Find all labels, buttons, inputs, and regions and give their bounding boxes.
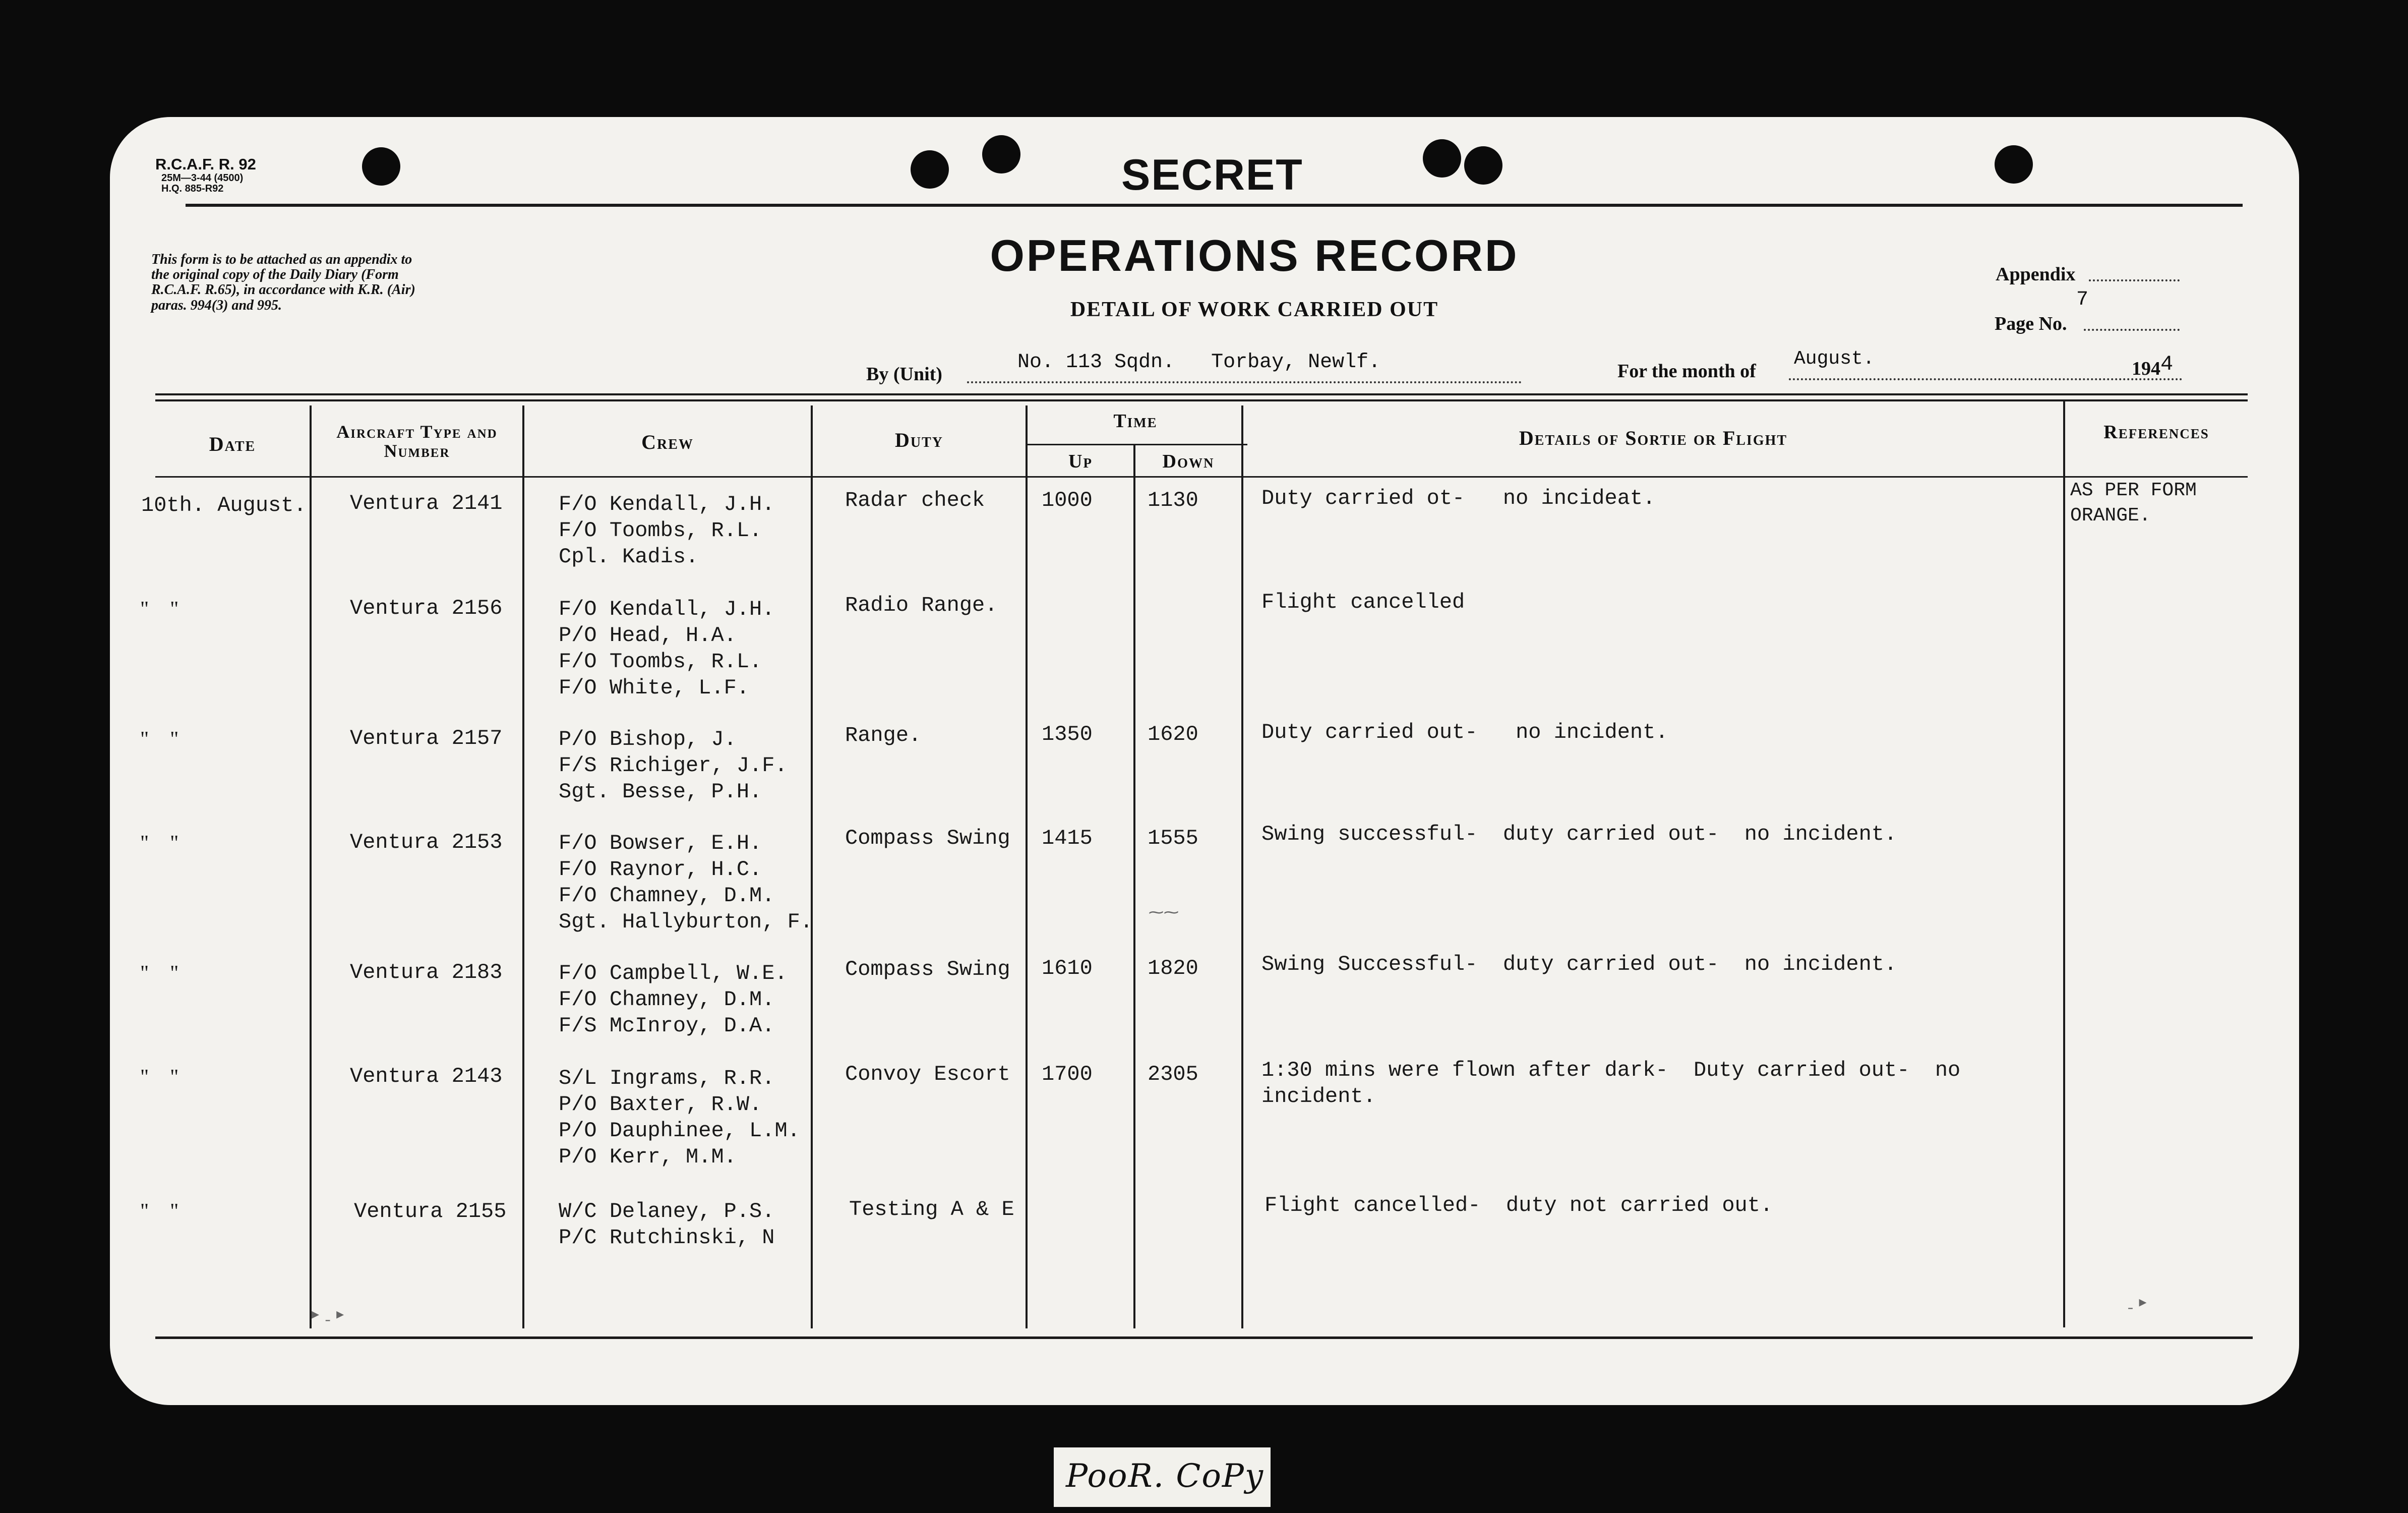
time-up-cell: 1700 [1042,1062,1093,1086]
details-cell: Swing successful- duty carried out- no incident. [1261,822,1897,846]
reference-cell: AS PER FORM ORANGE. [2070,480,2197,527]
punch-hole [1464,146,1502,185]
aircraft-cell: Ventura 2141 [350,491,503,515]
header-bottom-rule [155,476,2248,478]
date-ditto-cell: " " [140,598,179,621]
date-ditto-cell: " " [140,728,179,751]
column-header-up: Up [1068,451,1093,472]
page-title: OPERATIONS RECORD [990,230,1519,280]
column-header-date: Date [209,433,256,455]
month-value: August. [1794,348,1875,370]
year-digit: 4 [2160,352,2174,376]
classification-label: SECRET [1121,151,1303,199]
crew-cell: F/O Bowser, E.H. F/O Raynor, H.C. F/O Chamney, D.M. Sgt. Hallyburton, F. [559,831,813,934]
poor-copy-text: PooR. CoPy [1066,1458,1265,1495]
details-cell: Duty carried out- no incident. [1261,720,1668,744]
unit-value: No. 113 Sqdn. Torbay, Newlf. [1017,351,1381,374]
date-ditto-cell: " " [140,1066,179,1089]
duty-cell: Compass Swing [845,957,1010,981]
table-bottom-rule [155,1336,2253,1339]
month-label: For the month of [1617,361,1756,382]
duty-cell: Radio Range. [845,593,998,617]
form-identifier [155,156,256,194]
date-ditto-cell: " " [140,832,179,855]
aircraft-cell: Ventura 2153 [350,830,503,854]
time-up-cell: 1350 [1042,722,1093,746]
page-subtitle: DETAIL OF WORK CARRIED OUT [1070,298,1439,321]
time-up-cell: 1610 [1042,956,1093,980]
punch-hole [1423,139,1461,178]
column-divider [522,405,524,1328]
year-prefix: 194 [2132,358,2160,379]
column-header-aircraft: Aircraft Type and Number [336,422,498,461]
poor-copy-stamp [1054,1447,1271,1507]
operations-record-card [110,117,2299,1405]
column-divider [310,405,312,1328]
appendix-value: 7 [2076,288,2089,311]
crew-cell: P/O Bishop, J. F/S Richiger, J.F. Sgt. Besse, P.H. [559,727,788,804]
crew-cell: F/O Campbell, W.E. F/O Chamney, D.M. F/S McInroy, D.A. [559,961,788,1038]
date-ditto-cell: " " [140,962,179,985]
unit-field-line [967,381,1522,383]
page-number-label: Page No. [1995,313,2067,334]
duty-cell: Radar check [845,488,985,512]
smudge-mark: ▸ ˍ ▸ [312,1305,344,1323]
year-value [2132,352,2174,381]
unit-label: By (Unit) [866,364,942,385]
column-divider [2063,399,2065,1327]
details-cell: 1:30 mins were flown after dark- Duty carried out- no incident. [1261,1058,1961,1109]
details-cell: Flight cancelled- duty not carried out. [1265,1193,1773,1217]
column-header-references: References [2103,422,2209,443]
appendix-label: Appendix [1996,264,2076,285]
column-header-duty: Duty [894,429,943,451]
aircraft-cell: Ventura 2155 [354,1199,507,1224]
details-cell: Swing Successful- duty carried out- no incident. [1261,952,1897,976]
crew-cell: S/L Ingrams, R.R. P/O Baxter, R.W. P/O Dauphinee, L.M. P/O Kerr, M.M. [559,1066,800,1169]
punch-hole [362,147,400,186]
duty-cell: Range. [845,723,922,747]
punch-hole [982,135,1020,173]
punch-hole [911,150,949,189]
time-down-cell: 1820 [1148,956,1198,980]
column-divider [1241,405,1243,1328]
date-ditto-cell: " " [140,1200,179,1223]
aircraft-cell: Ventura 2157 [350,726,503,750]
time-up-cell: 1415 [1042,826,1093,850]
details-cell: Flight cancelled [1261,590,1465,614]
aircraft-cell: Ventura 2183 [350,960,503,984]
details-cell: Duty carried ot- no incideat. [1261,486,1656,510]
column-header-down: Down [1162,451,1215,472]
column-header-time: Time [1113,411,1158,432]
column-header-details: Details of Sortie or Flight [1519,427,1788,449]
time-down-cell: 1555 [1148,826,1198,850]
smudge-mark: ˍ ▸ [2127,1293,2147,1311]
form-hq: H.Q. 885-R92 [161,183,224,194]
crew-cell: W/C Delaney, P.S. P/C Rutchinski, N [559,1199,775,1250]
time-subheader-rule [1028,444,1247,445]
crew-cell: F/O Kendall, J.H. F/O Toombs, R.L. Cpl. Kadis. [559,492,775,569]
smudge-mark: ⁓⁓ [1149,904,1179,921]
time-up-cell: 1000 [1042,488,1093,512]
duty-cell: Compass Swing [845,826,1010,850]
aircraft-cell: Ventura 2143 [350,1064,503,1088]
top-rule [186,204,2243,207]
crew-cell: F/O Kendall, J.H. P/O Head, H.A. F/O Toombs, R.L. F/O White, L.F. [559,597,775,700]
punch-hole [1995,145,2033,184]
form-print: 25M—3-44 (4500) [161,172,244,184]
page-number-field-line [2084,329,2180,331]
table-top-rule [155,399,2248,401]
instructions-text: This form is to be attached as an appendix to the original copy of the Daily Diary (Form R.C.A.F. R.65), in accordance with K.R. (Air) paras. 994(3) and 995. [151,252,415,313]
time-down-cell: 1130 [1148,488,1198,512]
time-down-cell: 2305 [1148,1062,1198,1086]
duty-cell: Testing A & E [849,1197,1014,1221]
date-cell: 10th. August. [141,493,307,517]
column-header-crew: Crew [641,431,694,453]
aircraft-cell: Ventura 2156 [350,596,503,620]
column-divider [1026,405,1028,1328]
appendix-field-line [2089,279,2180,281]
month-field-line [1789,378,2182,380]
form-code: R.C.A.F. R. 92 [155,155,256,173]
references-header-rule [2065,476,2248,478]
time-down-cell: 1620 [1148,722,1198,746]
table-top-rule [155,393,2248,395]
column-divider [1133,445,1135,1328]
duty-cell: Convoy Escort [845,1062,1010,1086]
